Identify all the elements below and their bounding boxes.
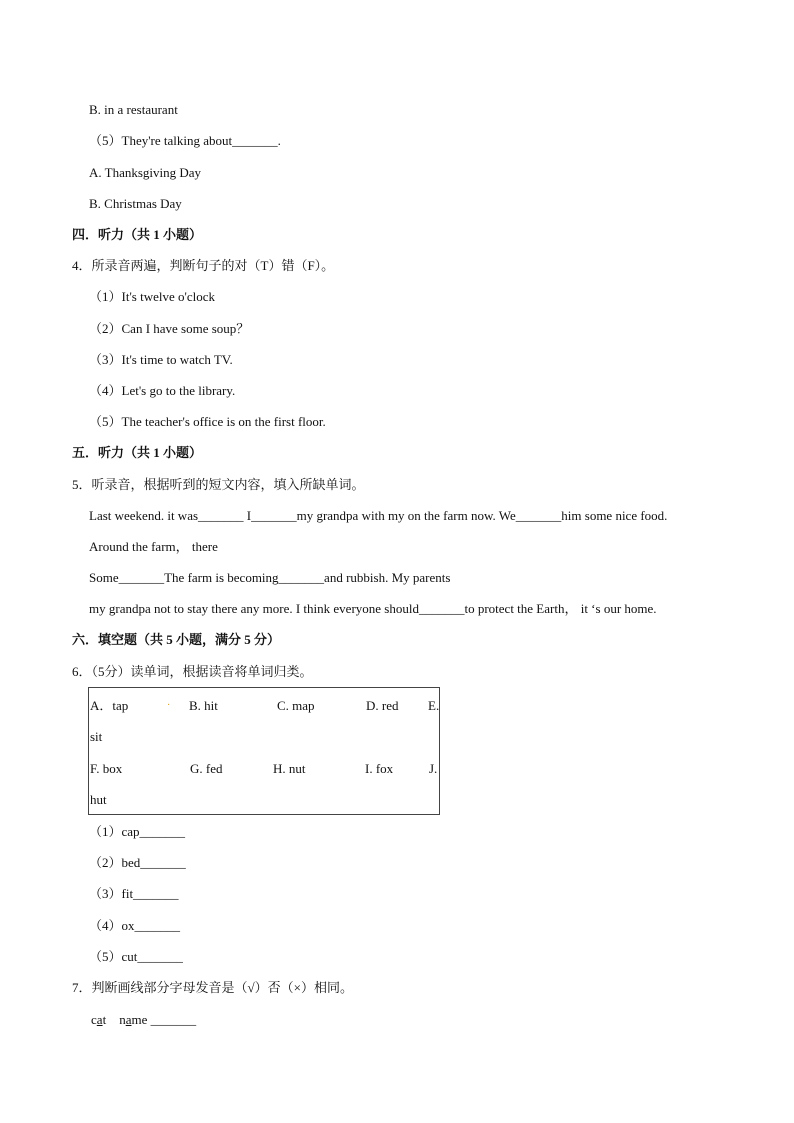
q4-item-3: （3）It's time to watch TV. bbox=[89, 352, 233, 367]
q6-item-5: （5）cut_______ bbox=[89, 949, 183, 964]
word-f: F. box bbox=[90, 761, 123, 776]
q6-item-3: （3）fit_______ bbox=[89, 886, 179, 901]
q6-item-1: （1）cap_______ bbox=[89, 824, 186, 839]
word-e: sit bbox=[90, 729, 103, 744]
passage-line-3: Some_______The farm is becoming_______and rubbish. My parents bbox=[89, 570, 451, 585]
word-g: G. fed bbox=[190, 761, 223, 776]
question-4: 4．所录音两遍，判断句子的对（T）错（F）。 bbox=[72, 258, 335, 273]
question-5: 5．听录音，根据听到的短文内容，填入所缺单词。 bbox=[72, 477, 365, 492]
q6-item-4: （4）ox_______ bbox=[89, 918, 181, 933]
word1-pre: c bbox=[91, 1012, 97, 1027]
word-box bbox=[88, 687, 440, 815]
section-6-heading: 六．填空题（共 5 小题，满分 5 分） bbox=[72, 632, 281, 647]
word1-post: t bbox=[102, 1012, 107, 1027]
word-h: H. nut bbox=[273, 761, 306, 776]
option-b-christmas: B. Christmas Day bbox=[89, 196, 182, 211]
word-j-label: J. bbox=[429, 761, 438, 776]
word2-underlined: a bbox=[125, 1012, 132, 1027]
word-b: B. hit bbox=[189, 698, 218, 713]
q4-item-2: （2）Can I have some soup？ bbox=[89, 321, 250, 336]
passage-line-4: my grandpa not to stay there any more. I think everyone should_______to protect the Earth， it ‘s our home. bbox=[89, 601, 657, 616]
section-5-heading: 五．听力（共 1 小题） bbox=[72, 445, 203, 460]
option-b-restaurant: B. in a restaurant bbox=[89, 102, 178, 117]
option-a-thanksgiving: A. Thanksgiving Day bbox=[89, 165, 202, 180]
word-e-label: E. bbox=[428, 698, 440, 713]
q6-item-2: （2）bed_______ bbox=[89, 855, 186, 870]
passage-line-1: Last weekend. it was_______ I_______my grandpa with my on the farm now. We_______him some nice food. bbox=[89, 508, 668, 523]
q4-item-4: （4）Let's go to the library. bbox=[89, 383, 236, 398]
q4-item-5: （5）The teacher's office is on the first floor. bbox=[89, 414, 326, 429]
passage-line-2: Around the farm， there bbox=[89, 539, 218, 554]
question-7: 7．判断画线部分字母发音是（√）否（×）相同。 bbox=[72, 980, 353, 995]
word-i: I. fox bbox=[365, 761, 394, 776]
word-d: D. red bbox=[366, 698, 399, 713]
q7-words bbox=[91, 1012, 196, 1028]
section-4-heading: 四．听力（共 1 小题） bbox=[72, 227, 203, 242]
word2-post: me _______ bbox=[131, 1012, 197, 1027]
question-6: 6．（5分）读单词，根据读音将单词归类。 bbox=[72, 664, 313, 679]
question-3-5: （5）They're talking about_______. bbox=[89, 133, 281, 148]
word1-underlined: a bbox=[96, 1012, 103, 1027]
word-j: hut bbox=[90, 792, 107, 807]
dot-mark: · bbox=[167, 700, 171, 711]
q4-item-1: （1）It's twelve o'clock bbox=[89, 289, 215, 304]
word2-pre: n bbox=[119, 1012, 126, 1027]
word-c: C. map bbox=[277, 698, 315, 713]
word-a: A．tap bbox=[90, 698, 129, 713]
